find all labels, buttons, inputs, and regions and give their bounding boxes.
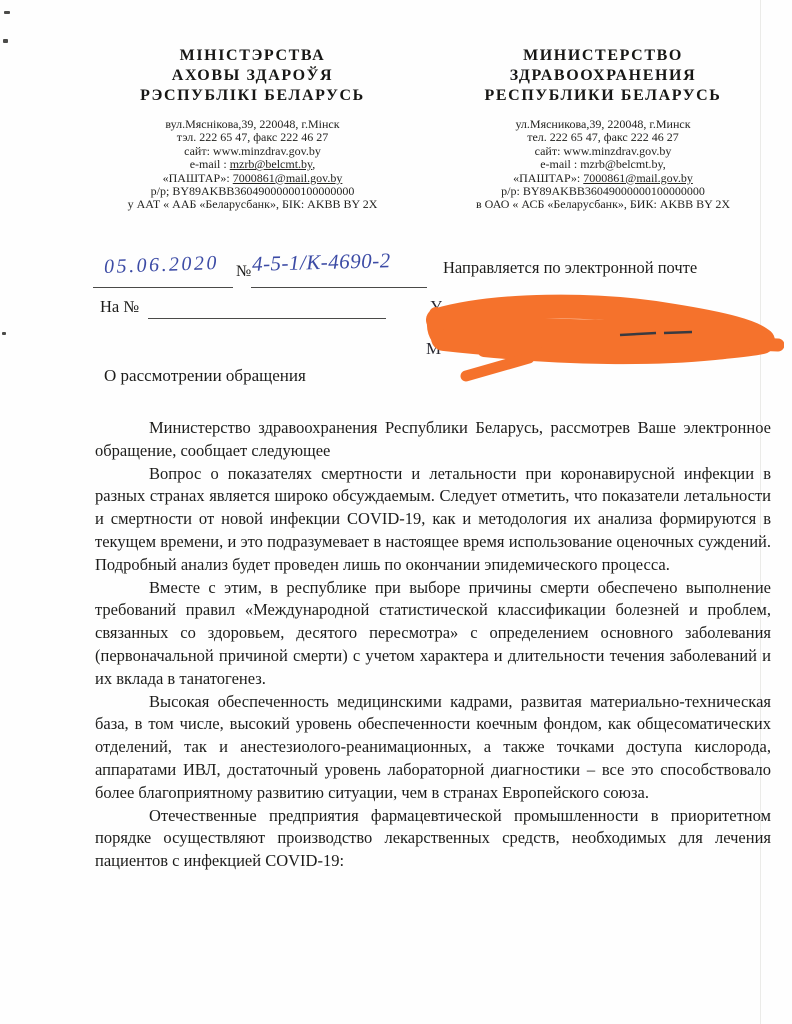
pashtar-label: «ПАШТАР»:	[162, 170, 233, 185]
body-paragraph: Министерство здравоохранения Республики Беларусь, рассмотрев Ваше электронное обращение, сообщает следующее	[95, 418, 771, 460]
ministry-title-ru	[438, 46, 768, 106]
number-underline	[251, 287, 427, 288]
bank-line: в ОАО « АСБ «Беларусбанк», БИК: AKBB BY 2X	[475, 197, 731, 212]
title-line: МІНІСТЭРСТВА	[179, 47, 326, 64]
pashtar-link: 7000861@mail.gov.by	[583, 170, 693, 185]
text-showing-through	[664, 332, 692, 333]
address-line: ул.Мясникова,39, 220048, г.Минск	[515, 117, 691, 131]
ministry-address-by	[85, 118, 420, 212]
title-line: РЕСПУБЛИКИ БЕЛАРУСЬ	[484, 87, 722, 104]
scan-artifact	[2, 332, 6, 335]
address-line: вул.Мяснікова,39, 220048, г.Мінск	[165, 117, 340, 131]
addressee-fragment-initials: В.И.,	[570, 295, 607, 314]
subject-line: О рассмотрении обращения	[104, 366, 306, 385]
body-paragraph: Вместе с этим, в республике при выборе причины смерти обеспечено выполнение требований правил «Международной статистической классификации болезней и проблем, связанных со здоровьем, десятого пересмотра» с определением основного заболевания (первоначальной причиной смерти) с учетом характера и длительности течения заболеваний и их вклада в танатогенез.	[95, 577, 771, 688]
reply-to-number-label: На №	[100, 297, 140, 316]
phone-line: тел. 222 65 47, факс 222 46 27	[527, 130, 679, 145]
delivery-note: Направляется по электронной почте	[443, 258, 698, 277]
email-link: mzrb@belcmt.by	[229, 157, 313, 172]
ministry-title-by	[85, 46, 420, 106]
number-sign: №	[236, 263, 252, 280]
email-line: e-mail : mzrb@belcmt.by,	[540, 157, 666, 172]
title-line: ЗДРАВООХРАНЕНИЯ	[509, 67, 697, 84]
letterhead-russian	[438, 46, 768, 212]
phone-line: тэл. 222 65 47, факс 222 46 27	[176, 130, 329, 145]
pashtar-label: «ПАШТАР»:	[513, 170, 584, 185]
title-line: МИНИСТЕРСТВО	[523, 47, 683, 64]
pashtar-line	[438, 172, 768, 185]
redacted-addressee-scribble	[424, 288, 784, 384]
reply-number-blank-line	[148, 318, 386, 319]
pashtar-link: 7000861@mail.gov.by	[232, 170, 343, 185]
email-line	[85, 158, 420, 171]
date-underline	[93, 287, 233, 288]
body-paragraph: Вопрос о показателях смертности и летальности при коронавирусной инфекции в разных странах является широко обсуждаемым. Следует отметить, что показатели летальности и смертности от новой инфекции COVID-19, как и методология их анализа формируются в текущем времени, и это подразумевает в настоящее время использование оценочных суждений. Подробный анализ будет проведен лишь по окончании эпидемического процесса.	[95, 463, 771, 574]
scan-artifact	[4, 11, 10, 14]
pashtar-line	[85, 172, 420, 185]
letter-body	[95, 417, 771, 873]
letterhead-belarusian	[85, 46, 420, 212]
account-line: р/р: BY89AKBB36049000000100000000	[501, 184, 705, 199]
website-line: сайт: www.minzdrav.gov.by	[184, 143, 321, 158]
scribble-tail	[466, 358, 529, 376]
email-label: e-mail :	[189, 157, 230, 172]
title-line: РЭСПУБЛІКІ БЕЛАРУСЬ	[140, 87, 365, 104]
addressee-fragment-letter: М	[426, 339, 442, 358]
bank-line: у ААТ « ААБ «Беларусбанк», БІК: AKBB BY 2X	[127, 197, 378, 212]
body-paragraph: Высокая обеспеченность медицинскими кадрами, развитая материально-техническая база, в том числе, высокий уровень обеспеченности коечным фондом, как общесоматических отделений, так и анестезиолого-реанимационных, а также точками доступа кислорода, аппаратами ИВЛ, достаточный уровень лабораторной диагностики – все это способствовало более благоприятному развитию ситуации, чем в странах Европейского союза.	[95, 691, 771, 802]
handwritten-outgoing-number: 4-5-1/К-4690-2	[251, 248, 392, 276]
email-tail: ,	[312, 157, 316, 172]
body-paragraph: Отечественные предприятия фармацевтической промышленности в приоритетном порядке осуществляют производство лекарственных средств, необходимых для лечения пациентов с инфекцией COVID-19:	[95, 805, 771, 871]
account-line: р/р; BY89AKBB36049000000100000000	[150, 184, 355, 199]
scribble-nub	[754, 344, 778, 345]
website-line: сайт: www.minzdrav.gov.by	[534, 143, 672, 158]
title-line: АХОВЫ ЗДАРОЎЯ	[171, 67, 334, 84]
ministry-address-ru	[438, 118, 768, 212]
addressee-fragment-letter: У	[430, 297, 443, 316]
scan-artifact	[3, 39, 8, 43]
handwritten-date: 05.06.2020	[103, 252, 220, 279]
scribble-stroke	[434, 314, 440, 340]
